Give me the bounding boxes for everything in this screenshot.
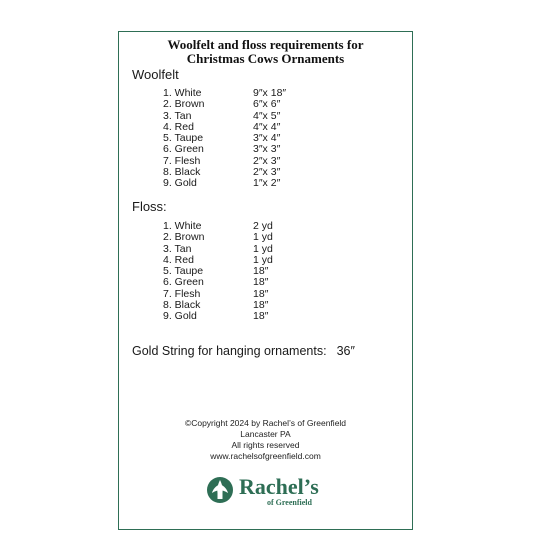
- floss-item-name: 9. Gold: [163, 310, 197, 323]
- woolfelt-item-name: 5. Taupe: [163, 132, 204, 145]
- brand-logo: [205, 475, 345, 511]
- gold-string-value: 36″: [336, 344, 355, 358]
- woolfelt-item-quantity: 9″x 18″: [253, 87, 287, 99]
- woolfelt-item-name: 8. Black: [163, 166, 201, 179]
- woolfelt-item-quantity: 3″x 4″: [253, 132, 281, 145]
- floss-heading: Floss:: [132, 199, 167, 214]
- floss-item-name: 4. Red: [163, 253, 194, 266]
- woolfelt-item-name: 9. Gold: [163, 177, 197, 190]
- woolfelt-item-name: 1. White: [163, 87, 202, 99]
- floss-item-name: 5. Taupe: [163, 265, 204, 278]
- page-title: [119, 38, 412, 66]
- gold-string-label: Gold String for hanging ornaments:: [132, 344, 327, 358]
- floss-item-quantity: 1 yd: [253, 242, 273, 255]
- woolfelt-item-quantity: 4″x 5″: [253, 109, 281, 122]
- woolfelt-item-name: 7. Flesh: [163, 154, 201, 167]
- pattern-card: [118, 31, 413, 530]
- floss-item-quantity: 18″: [253, 276, 269, 289]
- title-line-2: Christmas Cows Ornaments: [186, 51, 345, 66]
- floss-item-name: 7. Flesh: [163, 287, 201, 300]
- floss-item-name: 8. Black: [163, 299, 201, 312]
- woolfelt-heading: Woolfelt: [132, 67, 179, 82]
- floss-item-name: 3. Tan: [163, 242, 192, 255]
- floss-item-quantity: 2 yd: [253, 220, 273, 232]
- woolfelt-item-name: 4. Red: [163, 120, 194, 133]
- tree-icon: [205, 475, 235, 505]
- woolfelt-item-quantity: 3″x 3″: [253, 143, 281, 156]
- woolfelt-item-quantity: 6″x 6″: [253, 98, 281, 111]
- woolfelt-item-name: 3. Tan: [163, 109, 192, 122]
- title-line-1: Woolfelt and floss requirements for: [167, 37, 364, 52]
- floss-item-quantity: 1 yd: [253, 253, 273, 266]
- copyright-text: ©Copyright 2024 by Rachel’s of Greenfield: [184, 418, 347, 428]
- logo-name: Rachel’s: [239, 474, 319, 499]
- woolfelt-item-quantity: 2″x 3″: [253, 166, 281, 179]
- floss-item-quantity: 18″: [253, 287, 269, 300]
- floss-item-name: 1. White: [163, 220, 202, 232]
- website-link[interactable]: www.rachelsofgreenfield.com: [210, 451, 321, 461]
- floss-item-quantity: 18″: [253, 299, 269, 312]
- floss-item-quantity: 1 yd: [253, 231, 273, 244]
- gold-string-line: [132, 344, 355, 358]
- woolfelt-item-name: 6. Green: [163, 143, 204, 156]
- footer: [119, 418, 412, 462]
- logo-subtitle: of Greenfield: [267, 498, 312, 507]
- woolfelt-item-quantity: 2″x 3″: [253, 154, 281, 167]
- floss-item-quantity: 18″: [253, 310, 269, 323]
- woolfelt-item-quantity: 1″x 2″: [253, 177, 281, 190]
- woolfelt-item-quantity: 4″x 4″: [253, 120, 281, 133]
- location-text: Lancaster PA: [240, 429, 291, 439]
- woolfelt-item-name: 2. Brown: [163, 98, 205, 111]
- floss-item-name: 6. Green: [163, 276, 204, 289]
- floss-item-quantity: 18″: [253, 265, 269, 278]
- floss-item-name: 2. Brown: [163, 231, 205, 244]
- rights-text: All rights reserved: [231, 440, 300, 450]
